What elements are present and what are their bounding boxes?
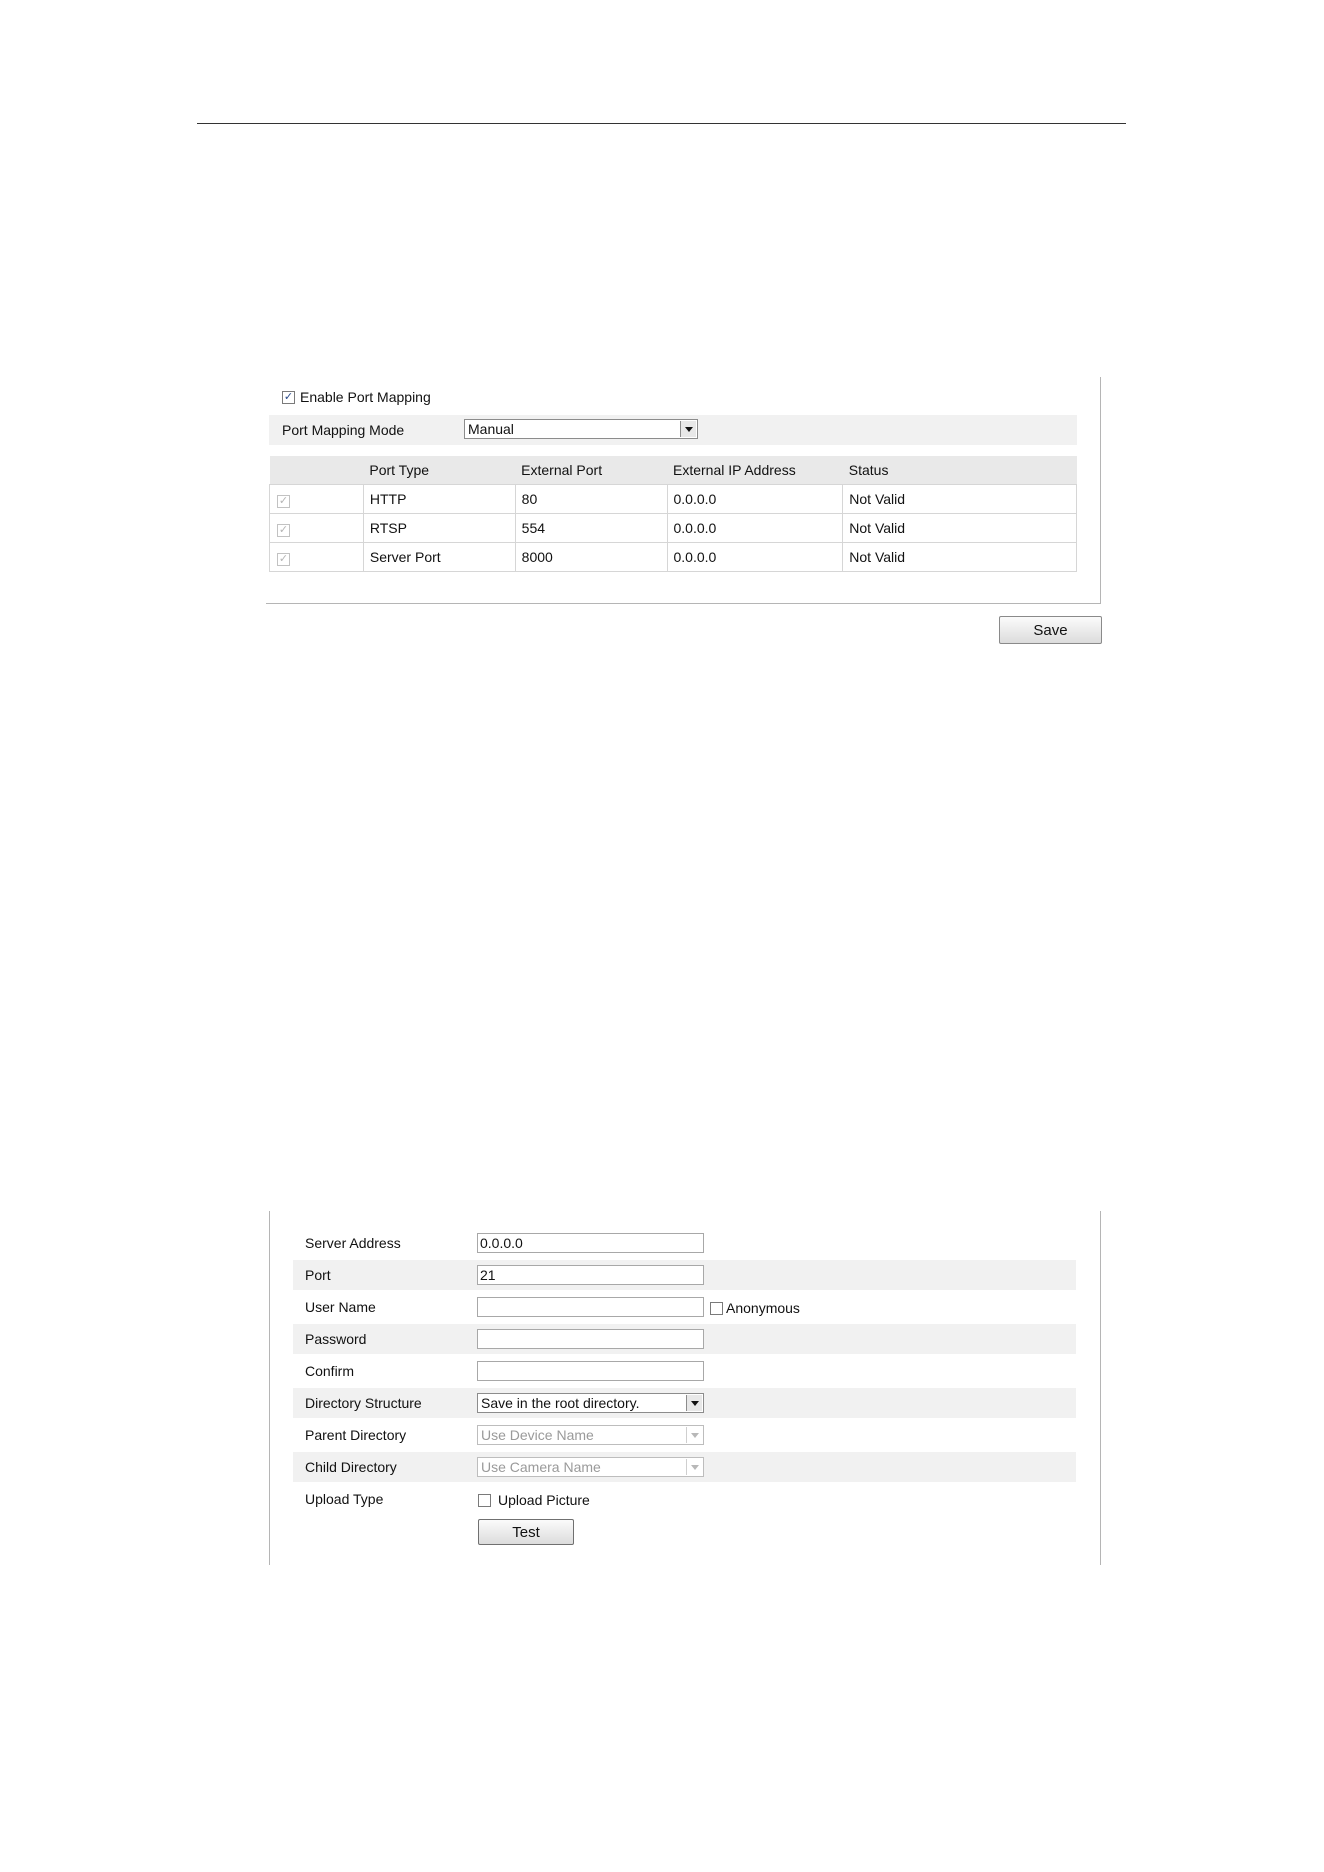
enable-port-mapping-row[interactable]: [282, 387, 431, 407]
ftp-settings-panel: [269, 1211, 1101, 1565]
test-button[interactable]: Test: [478, 1519, 574, 1545]
external-ip-cell: 0.0.0.0: [667, 514, 843, 543]
column-header-external-ip: External IP Address: [667, 456, 843, 485]
chevron-down-icon[interactable]: [686, 1427, 702, 1443]
upload-type-row: [293, 1484, 1076, 1514]
parent-directory-value: Use Device Name: [481, 1427, 594, 1443]
port-input[interactable]: 21: [477, 1265, 704, 1285]
port-mapping-mode-value: Manual: [468, 421, 514, 437]
user-name-input[interactable]: [477, 1297, 704, 1317]
port-mapping-table: [269, 456, 1077, 572]
external-port-cell[interactable]: 80: [515, 485, 667, 514]
row-checkbox: ✓: [278, 494, 289, 507]
row-select-cell: [270, 485, 364, 514]
upload-type-label: Upload Type: [305, 1491, 384, 1507]
user-name-label: User Name: [305, 1299, 376, 1315]
table-row: [270, 485, 1077, 514]
directory-structure-value: Save in the root directory.: [481, 1395, 640, 1411]
user-name-row: [293, 1292, 1076, 1322]
page-header-rule: [197, 123, 1126, 124]
server-address-label: Server Address: [305, 1235, 401, 1251]
port-label: Port: [305, 1267, 331, 1283]
directory-structure-select[interactable]: [477, 1393, 704, 1413]
row-select-cell: [270, 543, 364, 572]
anonymous-checkbox[interactable]: [710, 1302, 723, 1315]
child-directory-value: Use Camera Name: [481, 1459, 601, 1475]
confirm-label: Confirm: [305, 1363, 355, 1379]
chevron-down-icon[interactable]: [686, 1459, 702, 1475]
parent-directory-label: Parent Directory: [305, 1427, 407, 1443]
chevron-down-icon[interactable]: [680, 421, 696, 437]
external-ip-cell: 0.0.0.0: [667, 485, 843, 514]
anonymous-label: Anonymous: [726, 1300, 800, 1316]
port-type-cell: Server Port: [363, 543, 515, 572]
port-mapping-panel: [266, 377, 1101, 604]
parent-directory-select[interactable]: [477, 1425, 704, 1445]
anonymous-option[interactable]: [710, 1300, 800, 1316]
column-header-status: Status: [843, 456, 1077, 485]
port-type-cell: RTSP: [363, 514, 515, 543]
confirm-row: [293, 1356, 1076, 1386]
row-checkbox: ✓: [278, 552, 289, 565]
port-mapping-mode-select[interactable]: [464, 419, 698, 439]
external-port-cell[interactable]: 8000: [515, 543, 667, 572]
chevron-down-icon[interactable]: [686, 1395, 702, 1411]
port-type-cell: HTTP: [363, 485, 515, 514]
port-mapping-mode-row: [269, 415, 1077, 445]
column-header-port-type: Port Type: [363, 456, 515, 485]
table-row: [270, 514, 1077, 543]
status-cell: Not Valid: [843, 485, 1077, 514]
external-ip-cell: 0.0.0.0: [667, 543, 843, 572]
upload-picture-option[interactable]: [478, 1492, 590, 1508]
port-row: [293, 1260, 1076, 1290]
enable-port-mapping-checkbox[interactable]: ✓: [283, 390, 294, 403]
password-label: Password: [305, 1331, 367, 1347]
child-directory-select[interactable]: [477, 1457, 704, 1477]
directory-structure-label: Directory Structure: [305, 1395, 422, 1411]
server-address-row: [293, 1228, 1076, 1258]
table-header-row: [270, 456, 1077, 485]
save-button[interactable]: Save: [999, 616, 1102, 644]
parent-directory-row: [293, 1420, 1076, 1450]
password-row: [293, 1324, 1076, 1354]
child-directory-label: Child Directory: [305, 1459, 397, 1475]
row-select-cell: [270, 514, 364, 543]
table-row: [270, 543, 1077, 572]
row-checkbox: ✓: [278, 523, 289, 536]
column-header-select: [270, 456, 364, 485]
child-directory-row: [293, 1452, 1076, 1482]
upload-picture-label: Upload Picture: [498, 1492, 590, 1508]
status-cell: Not Valid: [843, 543, 1077, 572]
external-port-cell[interactable]: 554: [515, 514, 667, 543]
upload-picture-checkbox[interactable]: [478, 1494, 491, 1507]
directory-structure-row: [293, 1388, 1076, 1418]
status-cell: Not Valid: [843, 514, 1077, 543]
enable-port-mapping-label: Enable Port Mapping: [300, 389, 431, 405]
server-address-input[interactable]: 0.0.0.0: [477, 1233, 704, 1253]
password-input[interactable]: [477, 1329, 704, 1349]
column-header-external-port: External Port: [515, 456, 667, 485]
port-mapping-mode-label: Port Mapping Mode: [282, 422, 405, 438]
confirm-password-input[interactable]: [477, 1361, 704, 1381]
